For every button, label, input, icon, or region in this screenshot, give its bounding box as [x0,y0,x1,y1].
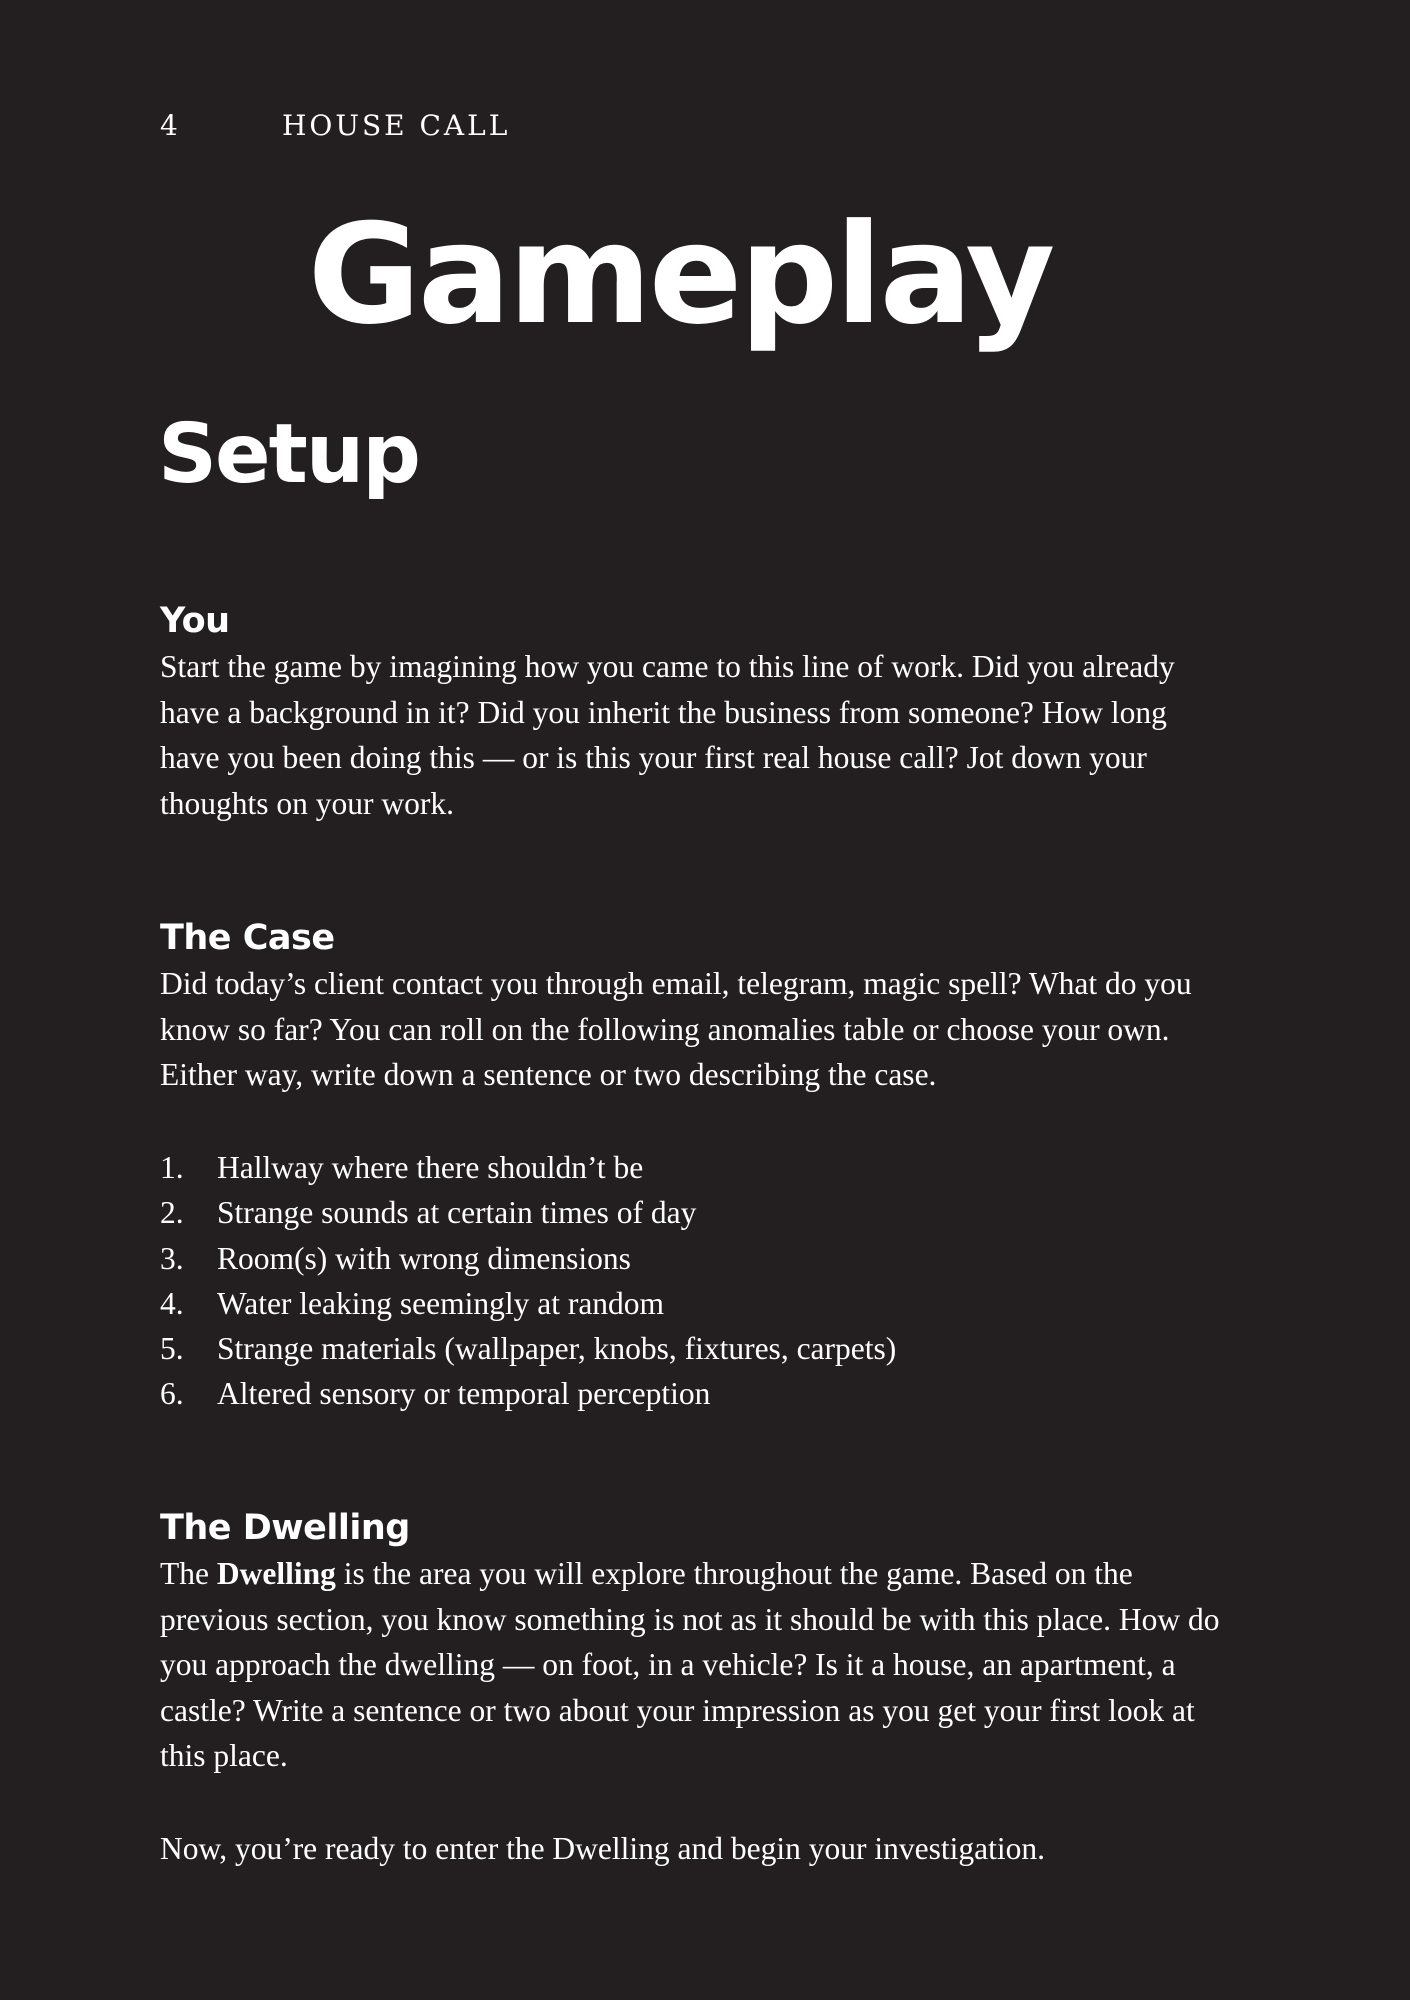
list-item-text: Altered sensory or temporal perception [217,1376,711,1412]
closing-line: Now, you’re ready to enter the Dwelling and begin your investigation. [160,1831,1045,1866]
list-item [160,1190,896,1235]
list-item-text: Strange materials (wallpaper, knobs, fixtures, carpets) [217,1331,897,1367]
dwelling-term: Dwelling [216,1556,336,1591]
you-heading: You [160,601,230,641]
list-item [160,1281,896,1326]
list-item-number: 4. [160,1285,184,1321]
dwelling-body-intro: The [160,1556,209,1591]
page-number: 4 [160,109,181,142]
book-title: HOUSE CALL [282,109,511,142]
list-item-number: 2. [160,1195,184,1231]
list-item-number: 1. [160,1150,184,1185]
list-item-text: Hallway where there shouldn’t be [217,1150,644,1185]
section-the-dwelling [160,1505,1220,1779]
case-body: Did today’s client contact you through email, telegram, magic spell? What do you know so far? You can roll on the following anomalies table or choose your own. Either way, write down a sentence or two describing the case. [160,966,1192,1092]
list-item-text: Strange sounds at certain times of day [217,1195,697,1231]
list-item-number: 3. [160,1240,184,1276]
list-item [160,1326,896,1371]
you-body: Start the game by imagining how you came to this line of work. Did you already have a background in it? Did you inherit the business from someone? How long have you been doing this — or is this your first real house call? Jot down your thoughts on your work. [160,649,1175,821]
section-title: Setup [158,407,419,502]
anomalies-list [160,1145,896,1417]
list-item-text: Water leaking seemingly at random [217,1285,665,1321]
list-item [160,1371,896,1416]
list-item [160,1236,896,1281]
case-heading: The Case [160,918,335,958]
page-title: Gameplay [307,194,1053,355]
dwelling-heading: The Dwelling [160,1508,410,1548]
list-item [160,1145,896,1190]
list-item-number: 6. [160,1376,184,1412]
dwelling-body [160,1551,1220,1779]
list-item-text: Room(s) with wrong dimensions [217,1240,631,1276]
list-item-number: 5. [160,1331,184,1367]
section-the-case [160,915,1220,1098]
section-you [160,598,1220,826]
dwelling-body-rest: is the area you will explore throughout the game. Based on the previous section, you know something is not as it should be with this place. How do you approach the dwelling — on foot, in a vehicle? Is it a house, an apartment, a castle? Write a sentence or two about your impression as you get your first look at this place. [160,1556,1220,1773]
